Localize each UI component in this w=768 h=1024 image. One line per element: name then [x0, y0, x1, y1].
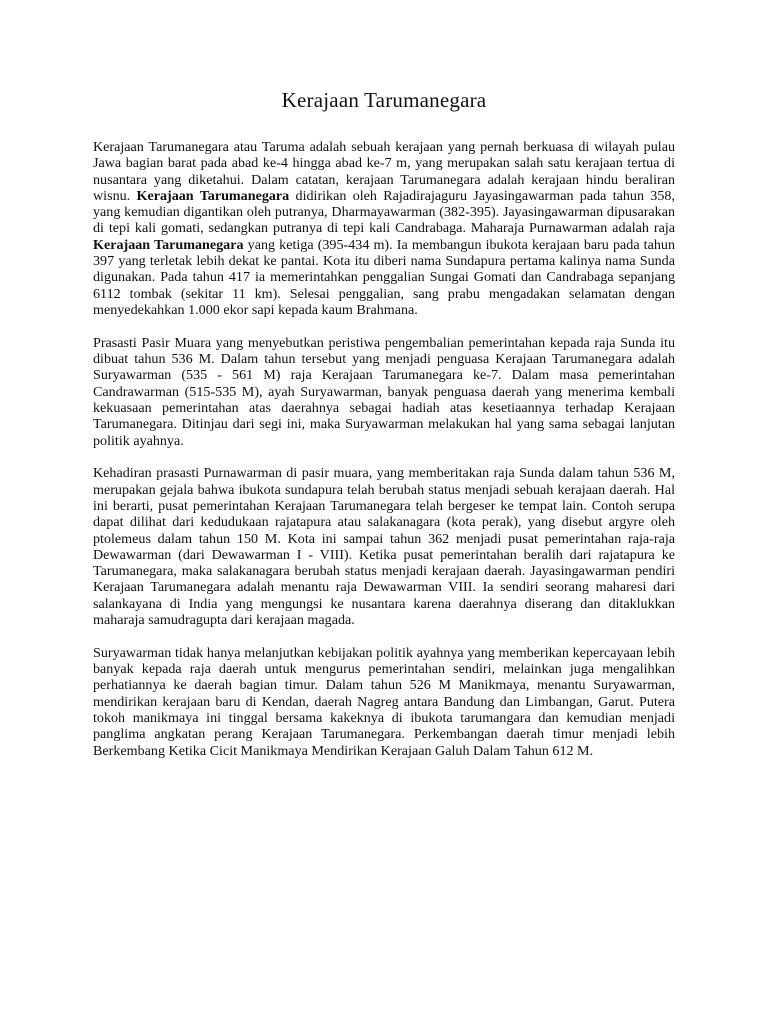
paragraph-1 — [93, 139, 675, 318]
bold-term: Kerajaan Tarumanegara — [136, 187, 290, 204]
paragraph-text: yang ketiga (395-434 m). Ia membangun ibukota kerajaan baru pada tahun 397 yang terletak lebih dekat ke pantai. Kota itu diberi nama Sundapura pertama kalinya nama Sunda digunakan. Pada tahun 417 ia memerintahkan penggalian Sungai Gomati dan Candrabaga sepanjang 6112 tombak (sekitar 11 km). Selesai penggalian, sang prabu mengadakan selamatan dengan menyedekahkan 1.000 ekor sapi kepada kaum Brahmana. — [93, 236, 675, 318]
paragraph-text: Kehadiran prasasti Purnawarman di pasir muara, yang memberitakan raja Sunda dalam tahun 536 M, merupakan gejala bahwa ibukota sundapura telah berubah status menjadi sebuah kerajaan daerah. Hal ini berarti, pusat pemerintahan Kerajaan Tarumanegara telah bergeser ke tempat lain. Contoh serupa dapat dilihat dari kedudukaan rajatapura atau salakanagara (kota perak), yang disebut argyre oleh ptolemeus dalam tahun 150 M. Kota ini sampai tahun 362 menjadi pusat pemerintahan raja-raja Dewawarman (dari Dewawarman I - VIII). Ketika pusat pemerintahan beralih dari rajatapura ke Tarumanegara, maka salakanagara berubah status menjadi kerajaan daerah. Jayasingawarman pendiri Kerajaan Tarumanegara adalah menantu raja Dewawarman VIII. Ia sendiri seorang maharesi dari salankayana di India yang mengungsi ke nusantara karena daerahnya diserang dan ditaklukkan maharaja samudragupta dari kerajaan magada. — [93, 465, 675, 629]
paragraph-text: Suryawarman tidak hanya melanjutkan kebijakan politik ayahnya yang memberikan kepercayaan lebih banyak kepada raja daerah untuk mengurus pemerintahan sendiri, melainkan juga mengalihkan perhatiannya ke daerah bagian timur. Dalam tahun 526 M Manikmaya, menantu Suryawarman, mendirikan kerajaan baru di Kendan, daerah Nagreg antara Bandung dan Limbangan, Garut. Putera tokoh manikmaya ini tinggal bersama kakeknya di ibukota tarumangara dan kemudian menjadi panglima angkatan perang Kerajaan Tarumanegara. Perkembangan daerah timur menjadi lebih Berkembang Ketika Cicit Manikmaya Mendirikan Kerajaan Galuh Dalam Tahun 612 M. — [93, 644, 675, 759]
paragraph-text: Kerajaan Tarumanegara atau Taruma adalah sebuah kerajaan yang pernah berkuasa di wilayah pulau Jawa bagian barat pada abad ke-4 hingga abad ke-7 m, yang merupakan salah satu kerajaan tertua di nusantara yang diketahui. Dalam catatan, kerajaan Tarumanegara adalah kerajaan hindu beraliran wisnu. — [93, 139, 675, 204]
paragraph-3 — [93, 465, 675, 628]
paragraph-2 — [93, 335, 675, 449]
document-page — [93, 88, 675, 775]
bold-term: Kerajaan Tarumanegara — [93, 236, 244, 253]
paragraph-text: Prasasti Pasir Muara yang menyebutkan peristiwa pengembalian pemerintahan kepada raja Sunda itu dibuat tahun 536 M. Dalam tahun tersebut yang menjadi penguasa Kerajaan Tarumanegara adalah Suryawarman (535 - 561 M) raja Kerajaan Tarumanegara ke-7. Dalam masa pemerintahan Candrawarman (515-535 M), ayah Suryawarman, banyak penguasa daerah yang menerima kembali kekuasaan pemerintahan atas daerahnya sebagai hadiah atas kesetiaannya terhadap Kerajaan Tarumanegara. Ditinjau dari segi ini, maka Suryawarman melakukan hal yang sama sebagai lanjutan politik ayahnya. — [93, 334, 675, 449]
paragraph-4 — [93, 645, 675, 759]
page-title: Kerajaan Tarumanegara — [281, 88, 487, 112]
paragraph-text: didirikan oleh Rajadirajaguru Jayasingawarman pada tahun 358, yang kemudian digantikan oleh putranya, Dharmayawarman (382-395). Jayasingawarman dipusarakan di tepi kali gomati, sedangkan putranya di tepi kali Candrabaga. Maharaja Purnawarman adalah raja — [93, 187, 675, 237]
